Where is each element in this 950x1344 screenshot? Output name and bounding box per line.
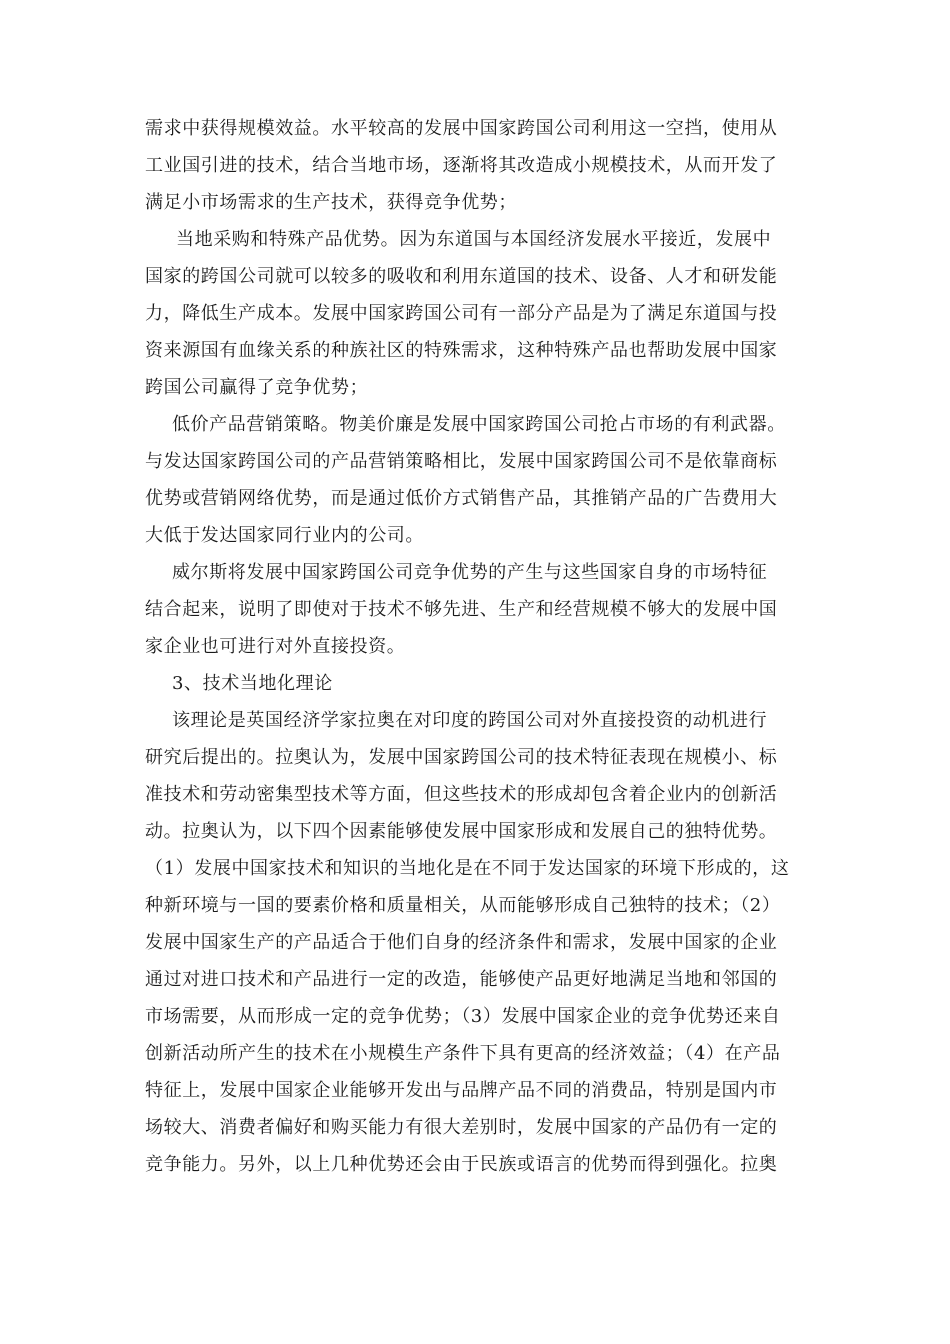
body-text-line: （1）发展中国家技术和知识的当地化是在不同于发达国家的环境下形成的，这 (145, 858, 790, 879)
body-text-line: 该理论是英国经济学家拉奥在对印度的跨国公司对外直接投资的动机进行 (172, 710, 768, 731)
body-text-line: 与发达国家跨国公司的产品营销策略相比，发展中国家跨国公司不是依靠商标 (145, 451, 778, 472)
body-text-line: 创新活动所产生的技术在小规模生产条件下具有更高的经济效益；（4）在产品 (145, 1043, 781, 1064)
body-text-line: 市场需要，从而形成一定的竞争优势；（3）发展中国家企业的竞争优势还来自 (145, 1006, 781, 1027)
body-text-line: 结合起来，说明了即使对于技术不够先进、生产和经营规模不够大的发展中国 (145, 599, 778, 620)
body-text-line: 大低于发达国家同行业内的公司。 (145, 525, 424, 546)
body-text-line: 家企业也可进行对外直接投资。 (145, 636, 406, 657)
body-text-line: 当地采购和特殊产品优势。因为东道国与本国经济发展水平接近，发展中 (176, 229, 772, 250)
body-text-line: 威尔斯将发展中国家跨国公司竞争优势的产生与这些国家自身的市场特征 (172, 562, 768, 583)
body-text-line: 研究后提出的。拉奥认为，发展中国家跨国公司的技术特征表现在规模小、标 (145, 747, 778, 768)
body-text-line: 特征上，发展中国家企业能够开发出与品牌产品不同的消费品，特别是国内市 (145, 1080, 778, 1101)
body-text-line: 通过对进口技术和产品进行一定的改造，能够使产品更好地满足当地和邻国的 (145, 969, 778, 990)
section-heading: 3、技术当地化理论 (172, 673, 333, 694)
body-text-line: 动。拉奥认为，以下四个因素能够使发展中国家形成和发展自己的独特优势。 (145, 821, 778, 842)
body-text-line: 工业国引进的技术，结合当地市场，逐渐将其改造成小规模技术，从而开发了 (145, 155, 778, 176)
body-text-line: 竞争能力。另外，以上几种优势还会由于民族或语言的优势而得到强化。拉奥 (145, 1154, 778, 1175)
body-text-line: 力，降低生产成本。发展中国家跨国公司有一部分产品是为了满足东道国与投 (145, 303, 778, 324)
body-text-line: 优势或营销网络优势，而是通过低价方式销售产品，其推销产品的广告费用大 (145, 488, 778, 509)
body-text-line: 低价产品营销策略。物美价廉是发展中国家跨国公司抢占市场的有利武器。 (172, 414, 786, 435)
body-text-line: 国家的跨国公司就可以较多的吸收和利用东道国的技术、设备、人才和研发能 (145, 266, 778, 287)
body-text-line: 跨国公司赢得了竞争优势； (145, 377, 369, 398)
body-text-line: 满足小市场需求的生产技术，获得竞争优势； (145, 192, 517, 213)
body-text-line: 准技术和劳动密集型技术等方面，但这些技术的形成却包含着企业内的创新活 (145, 784, 778, 805)
body-text-line: 种新环境与一国的要素价格和质量相关，从而能够形成自己独特的技术；（2） (145, 895, 781, 916)
body-text-line: 需求中获得规模效益。水平较高的发展中国家跨国公司利用这一空挡，使用从 (145, 118, 778, 139)
body-text-line: 场较大、消费者偏好和购买能力有很大差别时，发展中国家的产品仍有一定的 (145, 1117, 778, 1138)
body-text-line: 发展中国家生产的产品适合于他们自身的经济条件和需求，发展中国家的企业 (145, 932, 778, 953)
body-text-line: 资来源国有血缘关系的种族社区的特殊需求，这种特殊产品也帮助发展中国家 (145, 340, 778, 361)
